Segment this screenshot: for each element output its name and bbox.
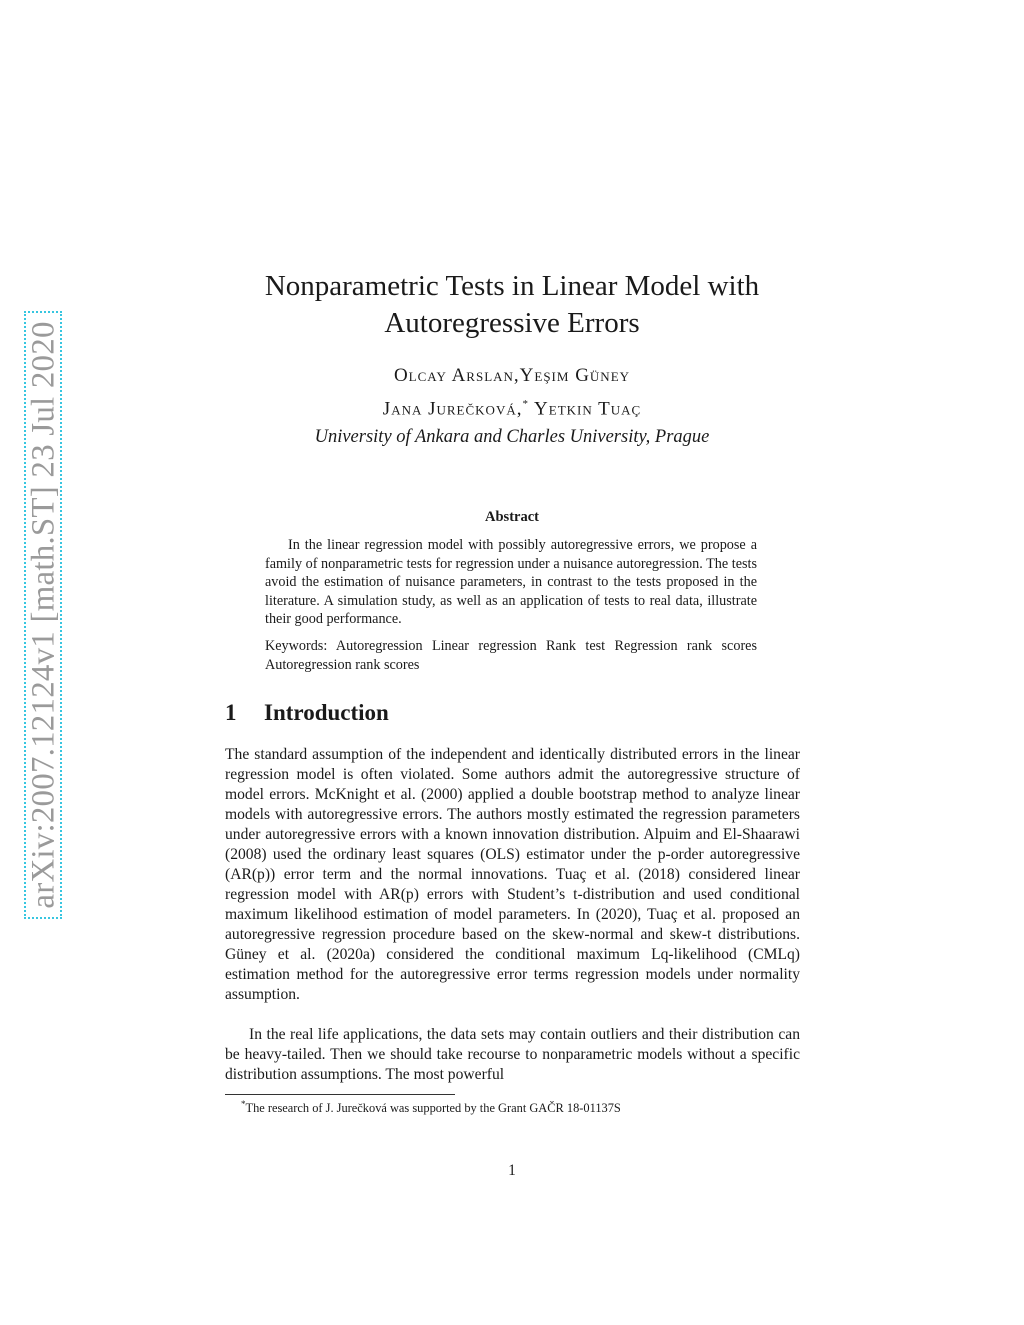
section-heading <box>225 700 389 726</box>
authors-line-1: Olcay Arslan,Yeşim Güney <box>393 365 631 386</box>
footnote-mark: * <box>241 1099 246 1109</box>
footnote-rule <box>225 1094 455 1095</box>
authors-line-2 <box>200 390 824 423</box>
section-number: 1 <box>225 700 237 725</box>
paper-title-line-2: Autoregressive Errors <box>384 307 640 339</box>
footnote-text: The research of J. Jurečková was supported by the Grant GAČR 18-01137S <box>245 1101 621 1116</box>
abstract-heading: Abstract <box>485 509 539 525</box>
affiliation: University of Ankara and Charles University, Prague <box>314 427 710 447</box>
intro-paragraph-1: The standard assumption of the independent and identically distributed errors in the linear regression model is often violated. Some authors admit the autoregressive structure of model errors. McKnight et al. (2000) applied a double bootstrap method to analyze linear models with autoregressive errors. The authors mostly estimated the regression parameters under autoregressive errors with a known innovation distribution. Alpuim and El-Shaarawi (2008) used the ordinary least squares (OLS) estimator under the p-order autoregressive (AR(p)) error term and the normal innovations. Tuaç et al. (2018) considered linear regression model with AR(p) errors with Student’s t-distribution and used conditional maximum likelihood estimation of model parameters. In (2020), Tuaç et al. proposed an autoregressive regression procedure based on the skew-normal and skew-t distributions. Güney et al. (2020a) considered the conditional maximum Lq-likelihood (CMLq) estimation method for the autoregressive error terms regression models under normality assumption. <box>225 746 800 1003</box>
paper-title-line-1: Nonparametric Tests in Linear Model with <box>264 270 760 302</box>
author-footnote-mark: * <box>522 398 529 410</box>
authors <box>200 362 824 423</box>
intro-paragraph-2: In the real life applications, the data sets may contain outliers and their distribution can be heavy-tailed. Then we should take recourse to nonparametric models without a specific distribution assumptions. The most powerful <box>225 1026 800 1083</box>
arxiv-stamp: arXiv:2007.12124v1 [math.ST] 23 Jul 2020 <box>25 321 62 909</box>
author-jureckova: Jana Jurečková, <box>382 398 523 420</box>
abstract-text: In the linear regression model with possibly autoregressive errors, we propose a family of nonparametric tests for regression under a nuisance autoregression. The tests avoid the estimation of nuisance parameters, in contrast to the tests proposed in the literature. A simulation study, as well as an application of tests to real data, illustrate their good performance. <box>265 537 757 628</box>
footnote <box>241 1099 621 1116</box>
author-tuac: Yetkin Tuaç <box>528 398 642 420</box>
page-number: 1 <box>508 1162 516 1179</box>
paper-title <box>200 268 824 342</box>
keywords: Keywords: Autoregression Linear regression Rank test Regression rank scores Autoregression rank scores <box>265 638 757 673</box>
section-title: Introduction <box>264 700 389 725</box>
